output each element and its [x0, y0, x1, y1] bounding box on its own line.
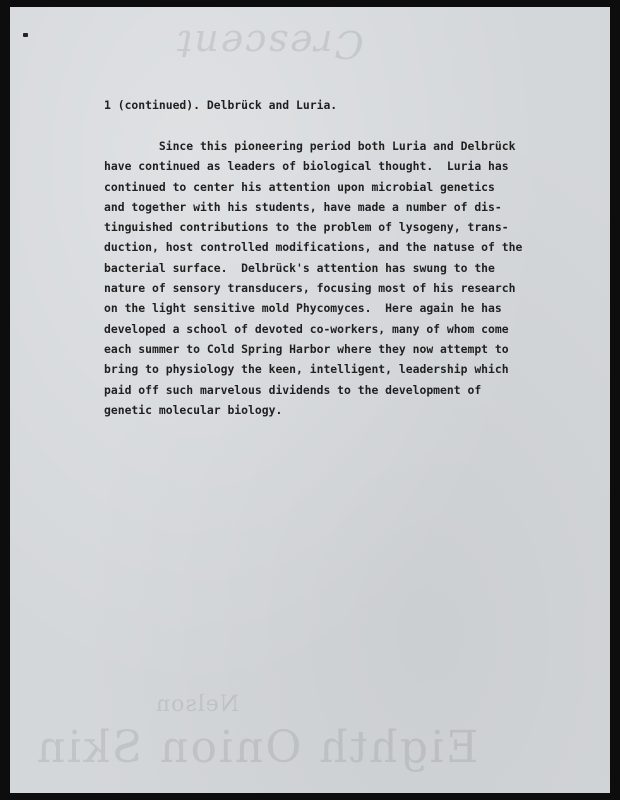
text-line: continued to center his attention upon microbial genetics: [104, 179, 495, 194]
text-line: have continued as leaders of biological thought. Luria has: [104, 159, 509, 174]
body-paragraph: [104, 136, 554, 420]
watermark-bottom-line-2: Eighth Onion Skin: [35, 722, 479, 773]
ink-mark: [23, 33, 28, 37]
text-line: nature of sensory transducers, focusing most of his research: [104, 281, 516, 296]
text-line: and together with his students, have made a number of dis-: [104, 199, 502, 214]
text-line: Since this pioneering period both Luria and Delbrück: [104, 139, 516, 153]
text-line: tinguished contributions to the problem of lysogeny, trans-: [104, 220, 509, 235]
section-heading: 1 (continued). Delbrück and Luria.: [104, 98, 338, 112]
text-line: on the light sensitive mold Phycomyces. Here again he has: [104, 301, 502, 316]
text-line: bring to physiology the keen, intelligent, leadership which: [104, 362, 509, 377]
watermark-top: Crescent: [175, 22, 364, 66]
text-line: genetic molecular biology.: [104, 402, 283, 417]
document-page: [10, 7, 610, 793]
watermark-bottom-line-1: Nelson: [155, 692, 240, 717]
text-line: developed a school of devoted co-workers, many of whom come: [104, 321, 509, 336]
typed-text: [104, 95, 554, 420]
text-line: each summer to Cold Spring Harbor where they now attempt to: [104, 341, 509, 356]
text-line: paid off such marvelous dividends to the development of: [104, 382, 482, 397]
text-line: duction, host controlled modifications, and the natuse of the: [104, 240, 523, 255]
text-line: bacterial surface. Delbrück's attention has swung to the: [104, 260, 495, 275]
